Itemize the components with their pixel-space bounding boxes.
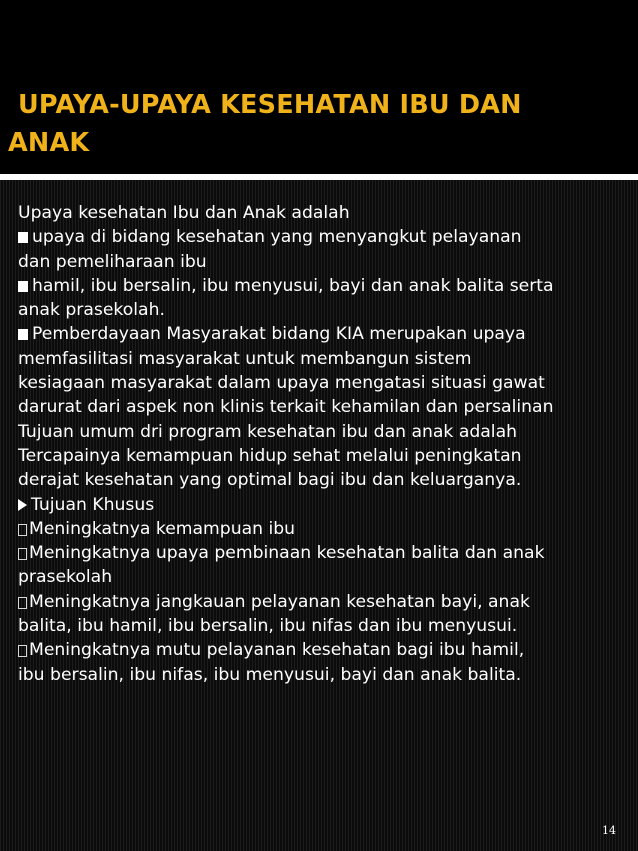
body-line-text: derajat kesehatan yang optimal bagi ibu dan keluarganya. — [18, 470, 522, 491]
body-line — [18, 541, 623, 565]
slide-title — [8, 86, 618, 162]
body-line — [18, 420, 623, 444]
body-line-text: prasekolah — [18, 567, 113, 588]
body-line — [18, 444, 623, 468]
title-divider — [0, 174, 638, 180]
body-line-text: upaya di bidang kesehatan yang menyangkut pelayanan — [32, 227, 522, 248]
body-line — [18, 614, 623, 638]
body-line — [18, 322, 623, 346]
arrow-bullet-icon — [18, 499, 27, 511]
body-line-text: kesiagaan masyarakat dalam upaya mengatasi situasi gawat — [18, 373, 545, 394]
body-line-text: Tujuan Khusus — [31, 494, 155, 515]
body-line — [18, 225, 623, 249]
body-line — [18, 371, 623, 395]
body-line — [18, 298, 623, 322]
body-line — [18, 274, 623, 298]
body-line — [18, 590, 623, 614]
slide-title-line-2: ANAK — [8, 128, 90, 158]
body-line-text: Upaya kesehatan Ibu dan Anak adalah — [18, 203, 350, 223]
body-line-text: Tercapainya kemampuan hidup sehat melalui peningkatan — [18, 445, 522, 466]
square-bullet-icon — [18, 329, 28, 340]
body-line-text: ibu bersalin, ibu nifas, ibu menyusui, bayi dan anak balita. — [18, 664, 522, 685]
body-line-text: Pemberdayaan Masyarakat bidang KIA merupakan upaya — [32, 324, 526, 345]
outline-square-bullet-icon — [18, 548, 27, 560]
body-line — [18, 347, 623, 371]
square-bullet-icon — [18, 281, 28, 292]
body-line-text: hamil, ibu bersalin, ibu menyusui, bayi dan anak balita serta — [32, 275, 554, 296]
body-line — [18, 565, 623, 589]
body-line-text: darurat dari aspek non klinis terkait kehamilan dan persalinan — [18, 397, 554, 418]
body-line — [18, 468, 623, 492]
outline-square-bullet-icon — [18, 597, 27, 609]
body-line-text: memfasilitasi masyarakat untuk membangun sistem — [18, 348, 472, 369]
slide-body — [18, 201, 623, 687]
body-line-text: Meningkatnya kemampuan ibu — [29, 518, 296, 539]
page-number: 14 — [602, 824, 616, 837]
body-line — [18, 663, 623, 687]
body-line — [18, 395, 623, 419]
body-line — [18, 517, 623, 541]
outline-square-bullet-icon — [18, 645, 27, 657]
body-line-text: Meningkatnya mutu pelayanan kesehatan bagi ibu hamil, — [29, 640, 525, 661]
outline-square-bullet-icon — [18, 524, 27, 536]
slide-title-line-1: UPAYA-UPAYA KESEHATAN IBU DAN — [18, 90, 522, 120]
body-line-text: dan pemeliharaan ibu — [18, 251, 207, 272]
body-line — [18, 638, 623, 662]
body-line-text: balita, ibu hamil, ibu bersalin, ibu nifas dan ibu menyusui. — [18, 616, 518, 637]
body-line-text: Meningkatnya upaya pembinaan kesehatan balita dan anak — [29, 543, 545, 564]
body-line-text: Meningkatnya jangkauan pelayanan kesehatan bayi, anak — [29, 591, 530, 612]
square-bullet-icon — [18, 232, 28, 243]
body-line-text: Tujuan umum dri program kesehatan ibu dan anak adalah — [18, 421, 518, 442]
body-line — [18, 493, 623, 517]
body-line-text: anak prasekolah. — [18, 300, 165, 321]
body-line — [18, 250, 623, 274]
body-line — [18, 201, 623, 225]
